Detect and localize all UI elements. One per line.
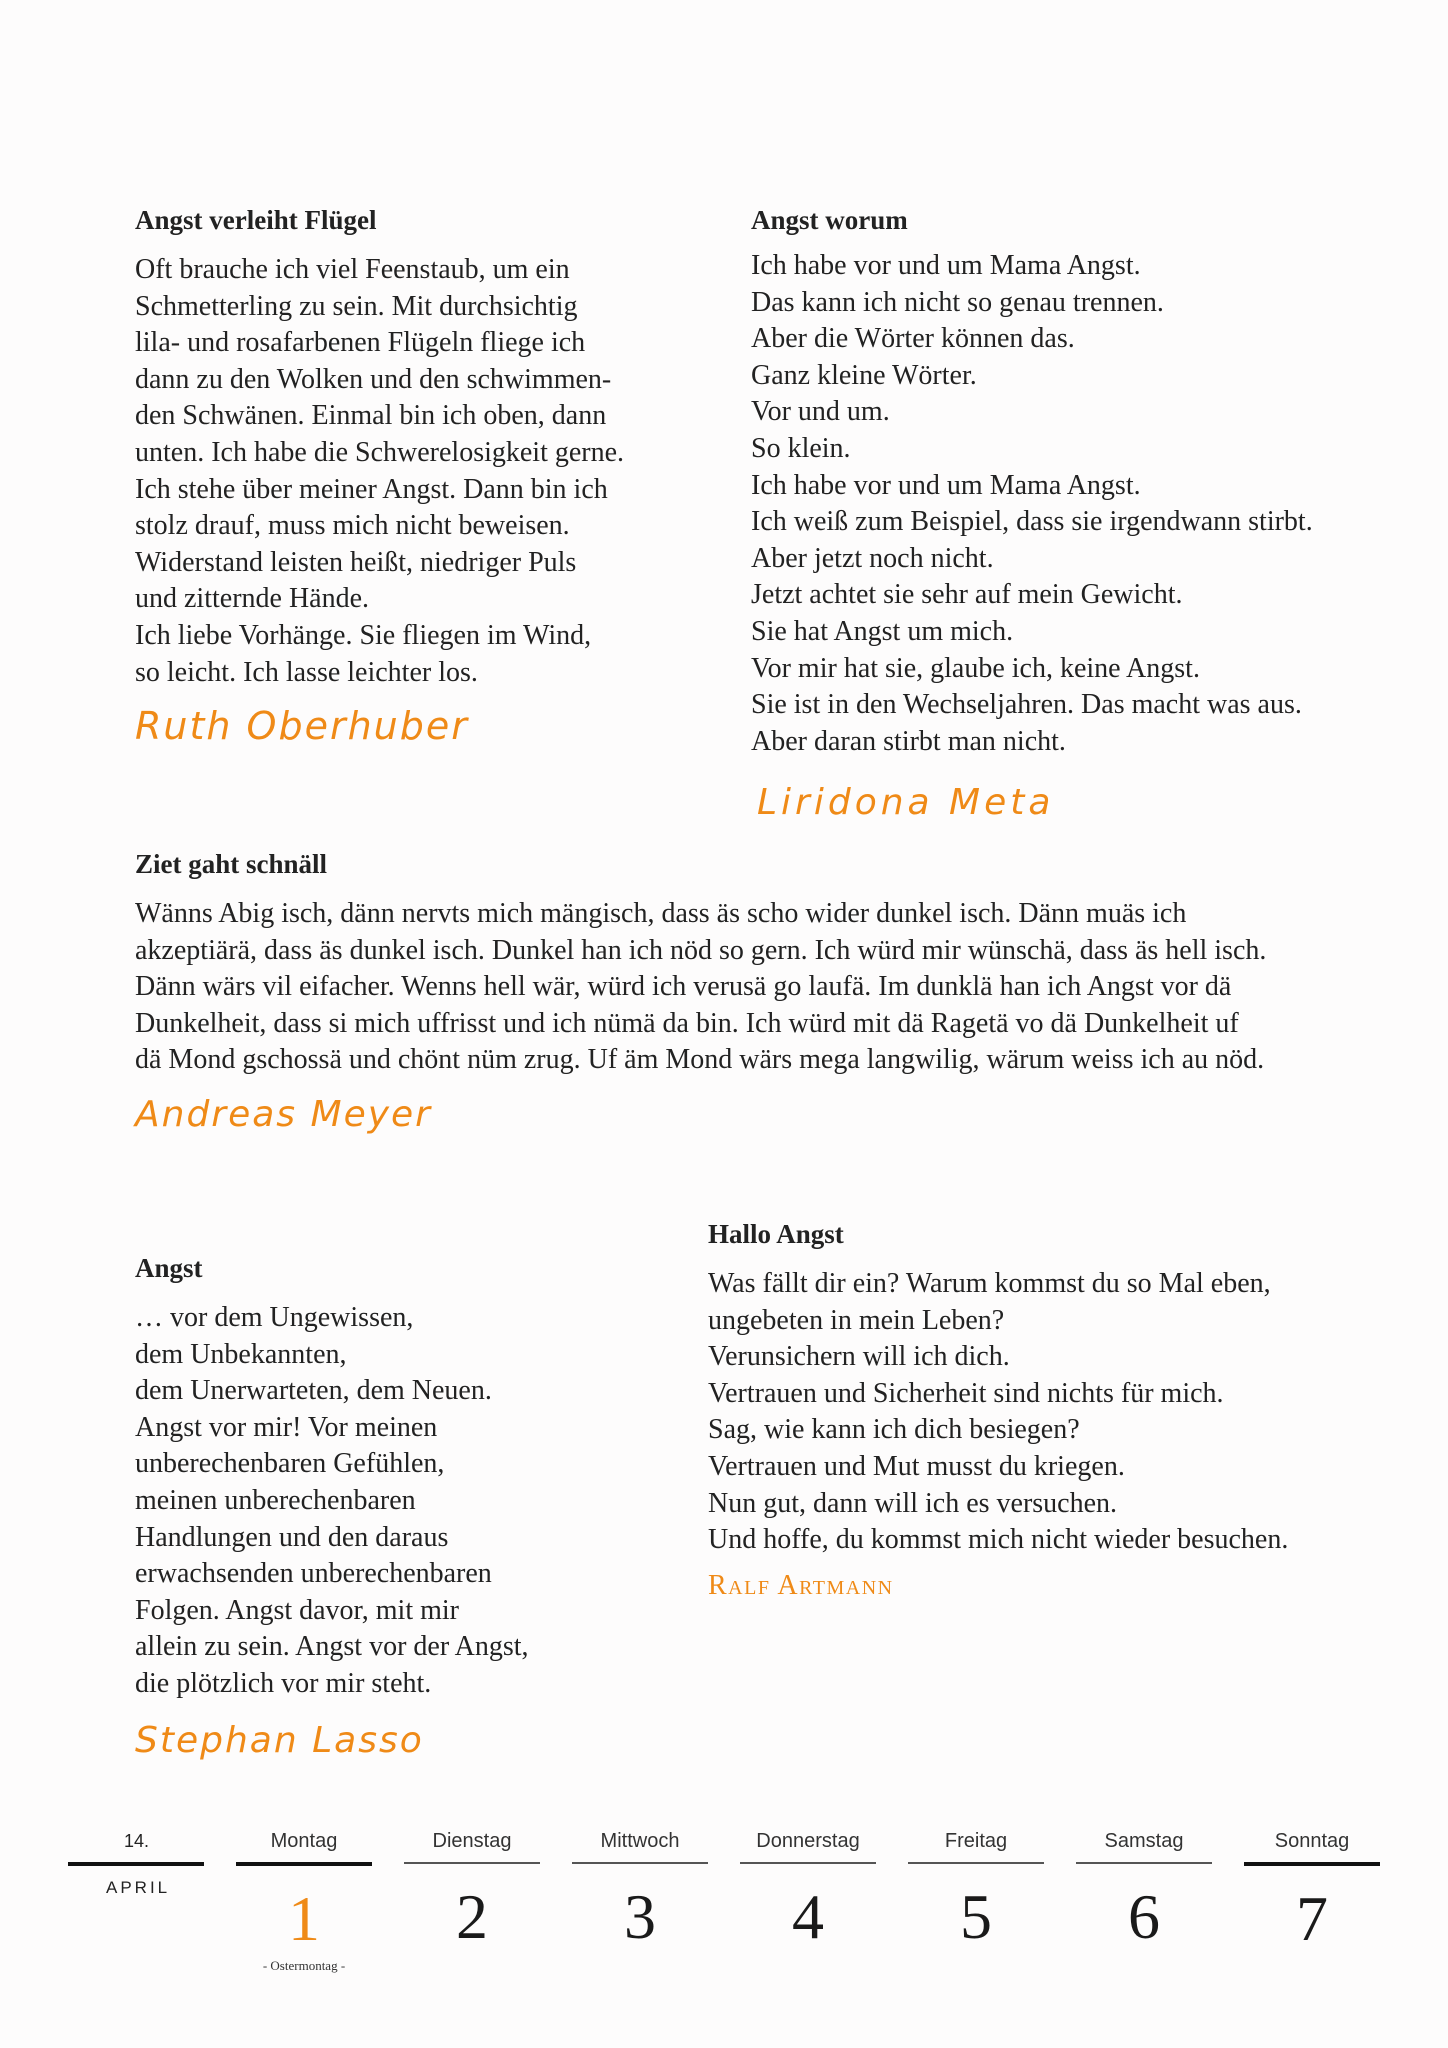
week-number: 14. [124, 1831, 150, 1851]
day-number: 3 [624, 1881, 656, 1952]
poem-title: Angst worum [751, 205, 908, 235]
poem-line: Ganz kleine Wörter. [751, 359, 977, 391]
poem-line: so leicht. Ich lasse leichter los. [135, 656, 478, 688]
poem-line: Jetzt achtet sie sehr auf mein Gewicht. [751, 579, 1183, 611]
poem-line: Ich habe vor und um Mama Angst. [751, 250, 1141, 281]
poem-line: dä Mond gschossä und chönt nüm zrug. Uf äm Mond wärs mega langwilig, wärum weiss ich au nöd. [135, 1044, 1265, 1076]
poem-line: akzeptiärä, dass äs dunkel isch. Dunkel han ich nöd so gern. Ich würd mir wünschä, dass äs hell isch. [135, 934, 1267, 966]
day-number: 2 [456, 1881, 488, 1952]
poem-line: dann zu den Wolken und den schwimmen- [135, 363, 612, 395]
day-name: Sonntag [1274, 1830, 1350, 1852]
poem-line: Vor mir hat sie, glaube ich, keine Angst. [751, 652, 1200, 684]
day-number: 5 [960, 1881, 992, 1952]
holiday-label: - Ostermontag - [262, 1958, 346, 1973]
poem-line: Vor und um. [751, 396, 890, 428]
day-number: 4 [792, 1881, 824, 1952]
poem-line: So klein. [751, 432, 851, 464]
day-rule [1244, 1862, 1380, 1866]
day-friday [908, 1826, 1044, 1952]
poem-line: Angst vor mir! Vor meinen [135, 1411, 438, 1443]
poem-line: stolz drauf, muss mich nicht beweisen. [135, 510, 570, 542]
poem-line: Dunkelheit, dass si mich uffrisst und ich nümä da bin. Ich würd mit dä Ragetä vo dä Dunkelheit uf [135, 1007, 1239, 1039]
poem-line: Verunsichern will ich dich. [708, 1341, 1010, 1373]
day-rule [1076, 1862, 1212, 1864]
author-signature: Ruth Oberhuber [135, 704, 469, 748]
day-wednesday [572, 1826, 708, 1952]
poem-line: meinen unberechenbaren [135, 1484, 416, 1516]
poem-line: Ich stehe über meiner Angst. Dann bin ich [135, 473, 608, 505]
day-rule [572, 1862, 708, 1864]
poem-body [135, 252, 695, 691]
poem-line: Das kann ich nicht so genau trennen. [751, 286, 1164, 318]
day-rule [908, 1862, 1044, 1864]
poem-ziet-gaht-schnaell [135, 846, 1375, 1079]
day-monday [236, 1826, 372, 1974]
poem-hallo-angst [708, 1216, 1368, 1559]
day-number: 7 [1296, 1883, 1328, 1954]
day-number: 1 [288, 1883, 320, 1954]
day-rule [404, 1862, 540, 1864]
month-label: APRIL [106, 1878, 171, 1897]
poem-line: unberechenbaren Gefühlen, [135, 1448, 445, 1480]
day-name: Donnerstag [756, 1830, 860, 1852]
day-thursday [740, 1826, 876, 1952]
day-name: Mittwoch [600, 1830, 680, 1852]
week-rule [68, 1862, 204, 1866]
poem-line: Widerstand leisten heißt, niedriger Puls [135, 546, 577, 578]
day-rule [740, 1862, 876, 1864]
poem-angst-verleiht-fluegel [135, 202, 695, 691]
day-number: 6 [1128, 1881, 1160, 1952]
poem-line: Vertrauen und Sicherheit sind nichts für mich. [708, 1377, 1224, 1409]
author-name: Ralf Artmann [708, 1570, 894, 1601]
poem-line: Ich liebe Vorhänge. Sie fliegen im Wind, [135, 619, 592, 651]
poem-angst [135, 1250, 655, 1703]
day-name: Samstag [1104, 1830, 1184, 1852]
poem-line: lila- und rosafarbenen Flügeln fliege ich [135, 327, 586, 359]
day-sunday [1244, 1826, 1380, 1954]
author-signature: Stephan Lasso [135, 1720, 424, 1761]
poem-line: Aber die Wörter können das. [751, 323, 1075, 355]
poem-body [135, 1300, 655, 1703]
day-tuesday [404, 1826, 540, 1952]
day-saturday [1076, 1826, 1212, 1952]
poem-line: ungebeten in mein Leben? [708, 1304, 1005, 1336]
poem-line: Schmetterling zu sein. Mit durchsichtig [135, 290, 578, 322]
poem-line: und zitternde Hände. [135, 583, 370, 615]
poem-line: Ich habe vor und um Mama Angst. [751, 469, 1141, 501]
poem-line: Aber jetzt noch nicht. [751, 542, 994, 574]
poem-title: Angst [135, 1253, 203, 1283]
poem-line: Oft brauche ich viel Feenstaub, um ein [135, 254, 570, 285]
poem-body [135, 896, 1375, 1079]
poem-line: erwachsenden unberechenbaren [135, 1558, 492, 1590]
poem-title: Ziet gaht schnäll [135, 849, 328, 879]
calendar-week [68, 1826, 204, 1898]
day-name: Dienstag [432, 1830, 512, 1852]
poem-line: allein zu sein. Angst vor der Angst, [135, 1631, 529, 1663]
author-signature: Andreas Meyer [135, 1094, 432, 1135]
day-name: Montag [270, 1830, 338, 1852]
poem-line: die plötzlich vor mir steht. [135, 1667, 432, 1699]
poem-title: Hallo Angst [708, 1219, 844, 1249]
poem-line: Sie hat Angst um mich. [751, 615, 1014, 647]
poem-line: Folgen. Angst davor, mit mir [135, 1594, 459, 1626]
poem-line: Aber daran stirbt man nicht. [751, 725, 1066, 757]
poem-line: dem Unerwarteten, dem Neuen. [135, 1375, 492, 1407]
poem-line: Vertrauen und Mut musst du kriegen. [708, 1450, 1125, 1482]
poem-line: Handlungen und den daraus [135, 1521, 449, 1553]
poem-body [751, 248, 1391, 760]
poem-line: Nun gut, dann will ich es versuchen. [708, 1487, 1118, 1519]
author-signature: Liridona Meta [757, 782, 1055, 823]
day-name: Freitag [944, 1830, 1008, 1852]
poem-line: den Schwänen. Einmal bin ich oben, dann [135, 400, 607, 432]
poem-title: Angst verleiht Flügel [135, 205, 377, 235]
poem-body [708, 1266, 1368, 1559]
poem-line: dem Unbekannten, [135, 1338, 347, 1370]
poem-line: Was fällt dir ein? Warum kommst du so Mal eben, [708, 1268, 1271, 1299]
poem-line: Ich weiß zum Beispiel, dass sie irgendwann stirbt. [751, 506, 1313, 538]
poem-line: … vor dem Ungewissen, [135, 1302, 414, 1333]
poem-line: Und hoffe, du kommst mich nicht wieder besuchen. [708, 1524, 1289, 1556]
poem-line: Sag, wie kann ich dich besiegen? [708, 1414, 1080, 1446]
poem-line: unten. Ich habe die Schwerelosigkeit gerne. [135, 436, 625, 468]
poem-line: Wänns Abig isch, dänn nervts mich mängisch, dass äs scho wider dunkel isch. Dänn muäs ich [135, 898, 1187, 929]
poem-line: Dänn wärs vil eifacher. Wenns hell wär, würd ich verusä go laufä. Im dunklä han ich Angst vor dä [135, 971, 1232, 1003]
poem-line: Sie ist in den Wechseljahren. Das macht was aus. [751, 689, 1302, 721]
day-rule [236, 1862, 372, 1866]
poem-angst-worum [751, 202, 1391, 760]
